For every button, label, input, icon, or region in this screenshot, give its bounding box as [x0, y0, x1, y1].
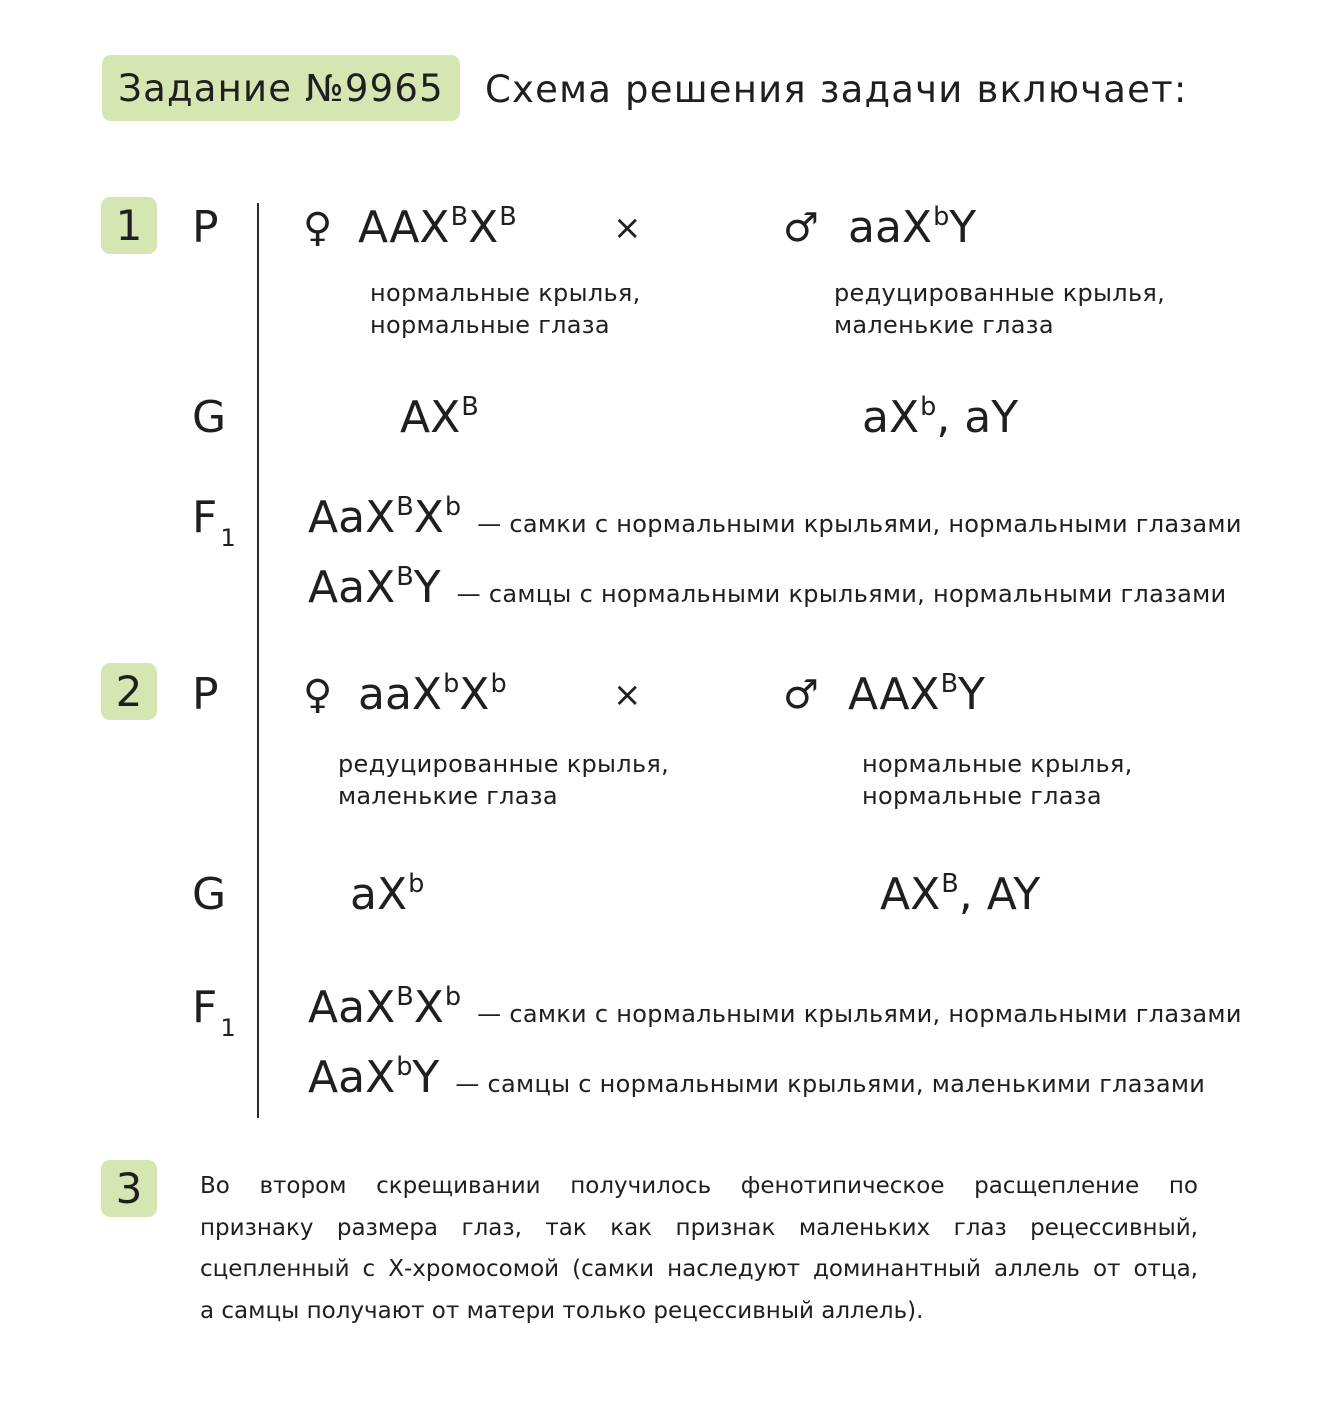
genotype-superscript: B — [450, 201, 469, 232]
male-symbol-icon: ♂ — [783, 672, 819, 718]
female-symbol-icon: ♀ — [303, 205, 333, 251]
step-1-badge — [101, 197, 157, 254]
genotype-base: X — [468, 202, 499, 253]
phenotype-line: нормальные крылья, — [370, 279, 641, 307]
genotype-base: X — [413, 982, 444, 1033]
cross-symbol-icon: × — [613, 208, 642, 248]
offspring-row — [308, 492, 1242, 550]
genotype-superscript: b — [933, 201, 950, 232]
genotype-base: aaX — [848, 202, 933, 253]
genotype-base: AaX — [308, 562, 396, 613]
offspring-description: — самцы с нормальными крыльями, маленькими глазами — [455, 1070, 1206, 1098]
genotype-base: aX — [862, 392, 920, 443]
genotype-base: AaX — [308, 492, 396, 543]
genotype-superscript: b — [490, 668, 507, 699]
genotype-superscript: B — [396, 981, 414, 1012]
conclusion-line: Во втором скрещивании получилось фенотипическое расщепление по — [200, 1173, 1198, 1199]
genotype-superscript: B — [396, 491, 414, 522]
genotype-base: X — [413, 492, 444, 543]
genotype-base: , AY — [958, 869, 1041, 920]
step-number: 2 — [115, 667, 143, 716]
genotype-superscript: b — [443, 668, 460, 699]
male-parent-genotype — [848, 669, 985, 727]
female-gametes — [350, 869, 424, 927]
phenotype-line: маленькие глаза — [338, 782, 558, 810]
male-parent-genotype — [848, 202, 976, 260]
conclusion-paragraph — [200, 1166, 1198, 1332]
genotype-base: AX — [880, 869, 941, 920]
offspring-description: — самцы с нормальными крыльями, нормальными глазами — [456, 580, 1227, 608]
female-phenotype — [338, 748, 669, 812]
genotype-superscript: B — [499, 201, 517, 232]
female-phenotype — [370, 277, 641, 341]
genotype-superscript: b — [920, 391, 937, 422]
step-number: 3 — [115, 1164, 143, 1213]
step-number: 1 — [115, 201, 143, 250]
female-symbol-icon: ♀ — [303, 672, 333, 718]
offspring-row — [308, 562, 1226, 620]
offspring-index: 1 — [220, 1014, 236, 1043]
genotype-superscript: b — [444, 981, 462, 1012]
genotype-superscript: b — [408, 868, 425, 899]
offspring-label — [192, 492, 236, 553]
female-gametes — [400, 392, 479, 450]
male-phenotype — [834, 277, 1165, 341]
gametes-letter: G — [192, 869, 227, 920]
step-3-badge — [101, 1160, 157, 1217]
genotype-base: aX — [350, 869, 408, 920]
phenotype-line: нормальные крылья, — [862, 750, 1133, 778]
vertical-divider — [257, 203, 259, 1118]
female-parent-genotype — [358, 202, 517, 260]
genotype-base: AaX — [308, 982, 396, 1033]
genotype-base: Y — [412, 1052, 440, 1103]
parents-label — [192, 202, 219, 254]
genotype-superscript: B — [396, 561, 414, 592]
offspring-letter: F — [192, 982, 218, 1033]
phenotype-line: нормальные глаза — [862, 782, 1102, 810]
genotype-base: Y — [949, 202, 977, 253]
page-title: Схема решения задачи включает: — [485, 68, 1188, 111]
genotype-superscript: B — [461, 391, 479, 422]
conclusion-line: признаку размера глаз, так как признак маленьких глаз рецессивный, — [200, 1214, 1198, 1241]
genotype-base: Y — [413, 562, 441, 613]
female-parent-genotype — [358, 669, 507, 727]
genotype-base: AaX — [308, 1052, 396, 1103]
offspring-genotype — [308, 562, 441, 620]
gametes-label — [192, 392, 226, 444]
genotype-base: AAX — [358, 202, 450, 253]
male-gametes — [862, 392, 1018, 450]
offspring-genotype — [308, 1052, 439, 1110]
male-phenotype — [862, 748, 1133, 812]
phenotype-line: нормальные глаза — [370, 311, 610, 339]
cross-symbol-icon: × — [613, 675, 642, 715]
task-number-badge — [102, 55, 460, 121]
parents-label — [192, 669, 219, 721]
task-number-label: Задание №9965 — [118, 66, 444, 110]
genotype-base: AX — [400, 392, 461, 443]
offspring-row — [308, 982, 1242, 1040]
offspring-genotype — [308, 982, 461, 1040]
offspring-letter: F — [192, 492, 218, 543]
offspring-description: — самки с нормальными крыльями, нормальными глазами — [477, 510, 1242, 538]
genotype-base: , aY — [936, 392, 1019, 443]
genotype-base: X — [459, 669, 490, 720]
genotype-superscript: B — [941, 868, 959, 899]
phenotype-line: маленькие глаза — [834, 311, 1054, 339]
offspring-row — [308, 1052, 1205, 1110]
male-gametes — [880, 869, 1040, 927]
parents-letter: P — [192, 202, 219, 253]
genotype-superscript: B — [940, 668, 959, 699]
offspring-label — [192, 982, 236, 1043]
male-symbol-icon: ♂ — [783, 205, 819, 251]
offspring-description: — самки с нормальными крыльями, нормальными глазами — [477, 1000, 1242, 1028]
phenotype-line: редуцированные крылья, — [338, 750, 670, 778]
genotype-base: aaX — [358, 669, 443, 720]
offspring-index: 1 — [220, 524, 236, 553]
genotype-superscript: b — [444, 491, 462, 522]
conclusion-line: а самцы получают от матери только рецессивный аллель). — [200, 1297, 924, 1324]
step-2-badge — [101, 663, 157, 720]
genotype-base: Y — [958, 669, 985, 720]
parents-letter: P — [192, 669, 219, 720]
gametes-label — [192, 869, 226, 921]
genotype-superscript: b — [396, 1051, 413, 1082]
genotype-base: AAX — [848, 669, 940, 720]
conclusion-line: сцепленный с Х-хромосомой (самки наследуют доминантный аллель от отца, — [200, 1256, 1198, 1282]
offspring-genotype — [308, 492, 461, 550]
phenotype-line: редуцированные крылья, — [834, 279, 1166, 307]
gametes-letter: G — [192, 392, 227, 443]
